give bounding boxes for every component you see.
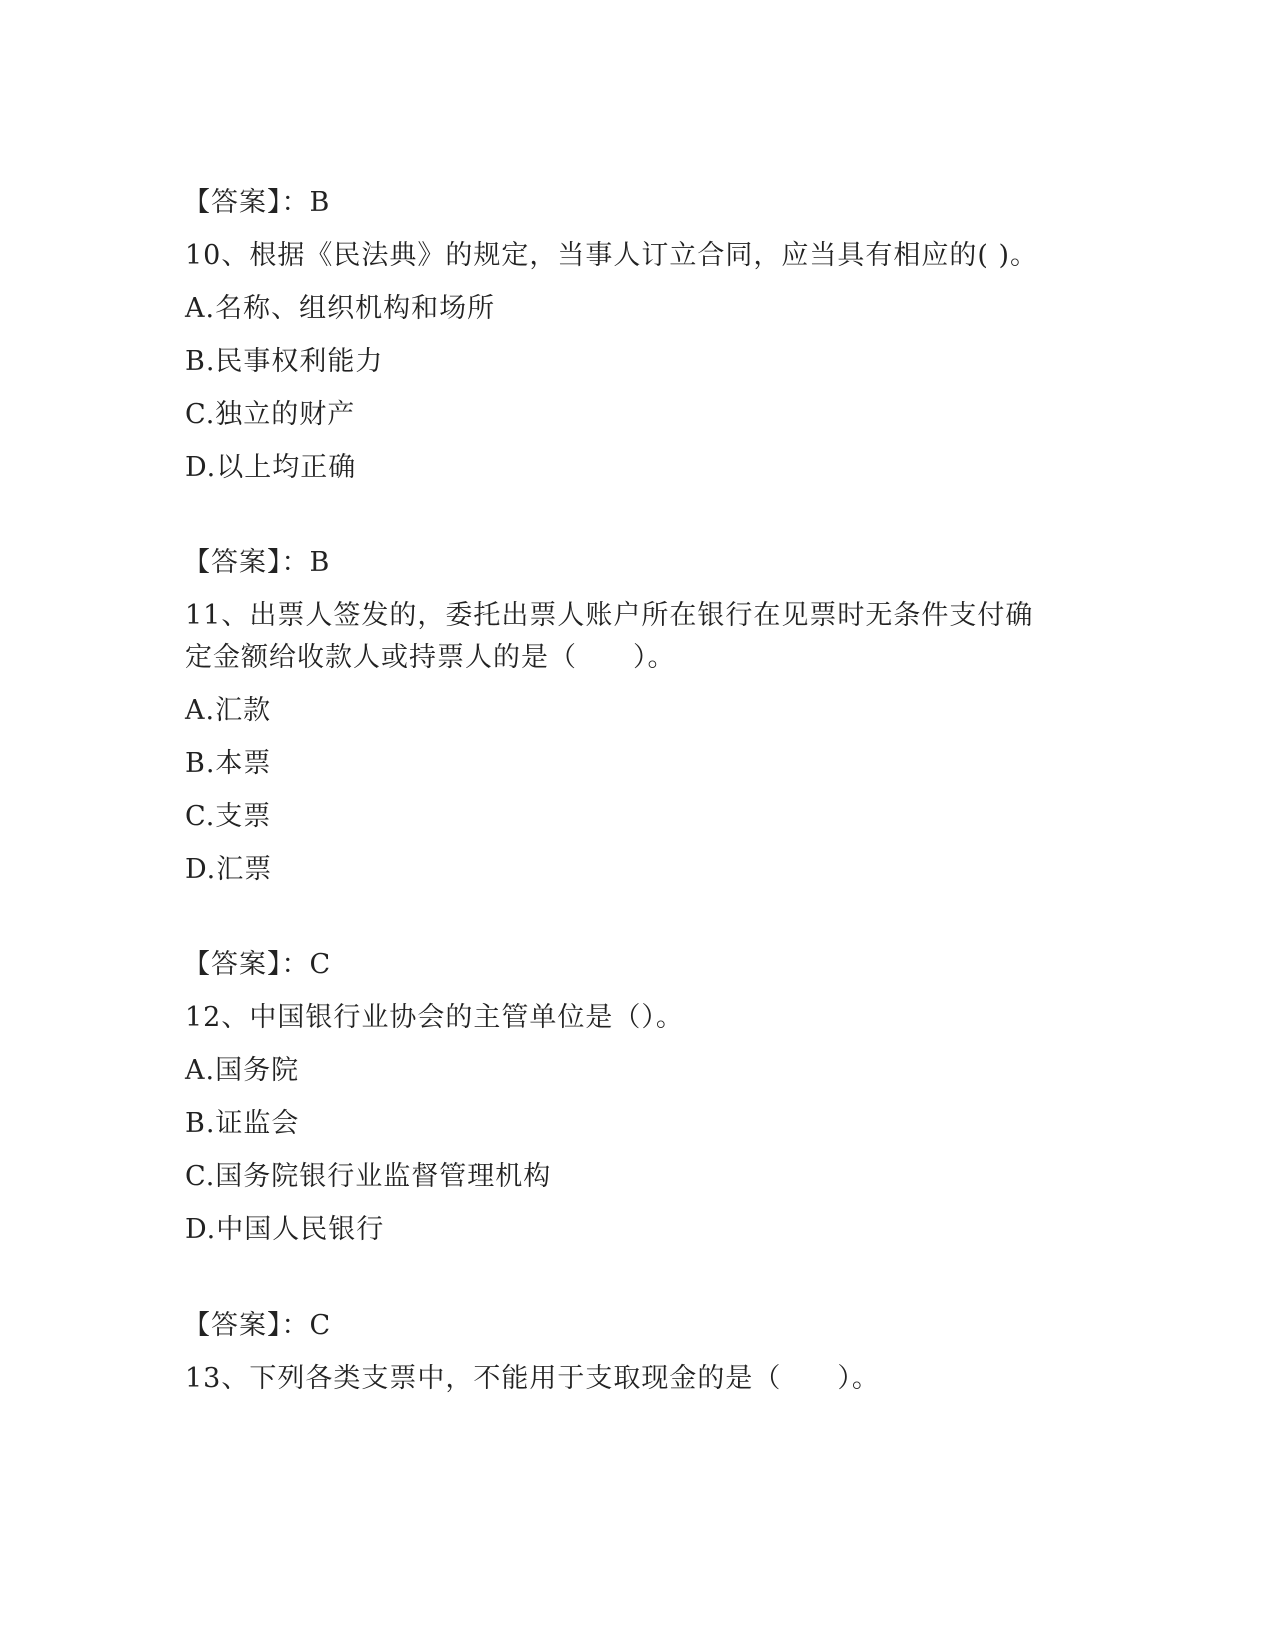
question-10-option-a: A.名称、组织机构和场所	[185, 293, 496, 324]
question-11-option-c: C.支票	[185, 801, 272, 832]
answer-q12: 【答案】：C	[183, 1310, 332, 1341]
question-11-option-b: B.本票	[185, 748, 272, 779]
question-11-stem-line1: 11、出票人签发的，委托出票人账户所在银行在见票时无条件支付确	[185, 600, 1034, 631]
question-11-option-a: A.汇款	[185, 695, 272, 726]
question-11-option-d: D.汇票	[185, 854, 273, 885]
question-11-stem-line2: 定金额给收款人或持票人的是（ ）。	[185, 642, 676, 673]
question-12-stem: 12、中国银行业协会的主管单位是（）。	[185, 1002, 684, 1033]
question-13-stem: 13、下列各类支票中，不能用于支取现金的是（ ）。	[185, 1363, 880, 1394]
answer-q11: 【答案】：C	[183, 949, 332, 980]
question-12-option-d: D.中国人民银行	[185, 1214, 385, 1245]
question-12-option-a: A.国务院	[185, 1055, 300, 1086]
answer-q9: 【答案】：B	[183, 187, 331, 218]
question-10-stem: 10、根据《民法典》的规定，当事人订立合同，应当具有相应的( )。	[185, 240, 1039, 271]
question-12-option-c: C.国务院银行业监督管理机构	[185, 1161, 552, 1192]
question-10-option-c: C.独立的财产	[185, 399, 356, 430]
answer-q10: 【答案】：B	[183, 547, 331, 578]
question-10-option-d: D.以上均正确	[185, 452, 357, 483]
question-12-option-b: B.证监会	[185, 1108, 300, 1139]
question-10-option-b: B.民事权利能力	[185, 346, 384, 377]
